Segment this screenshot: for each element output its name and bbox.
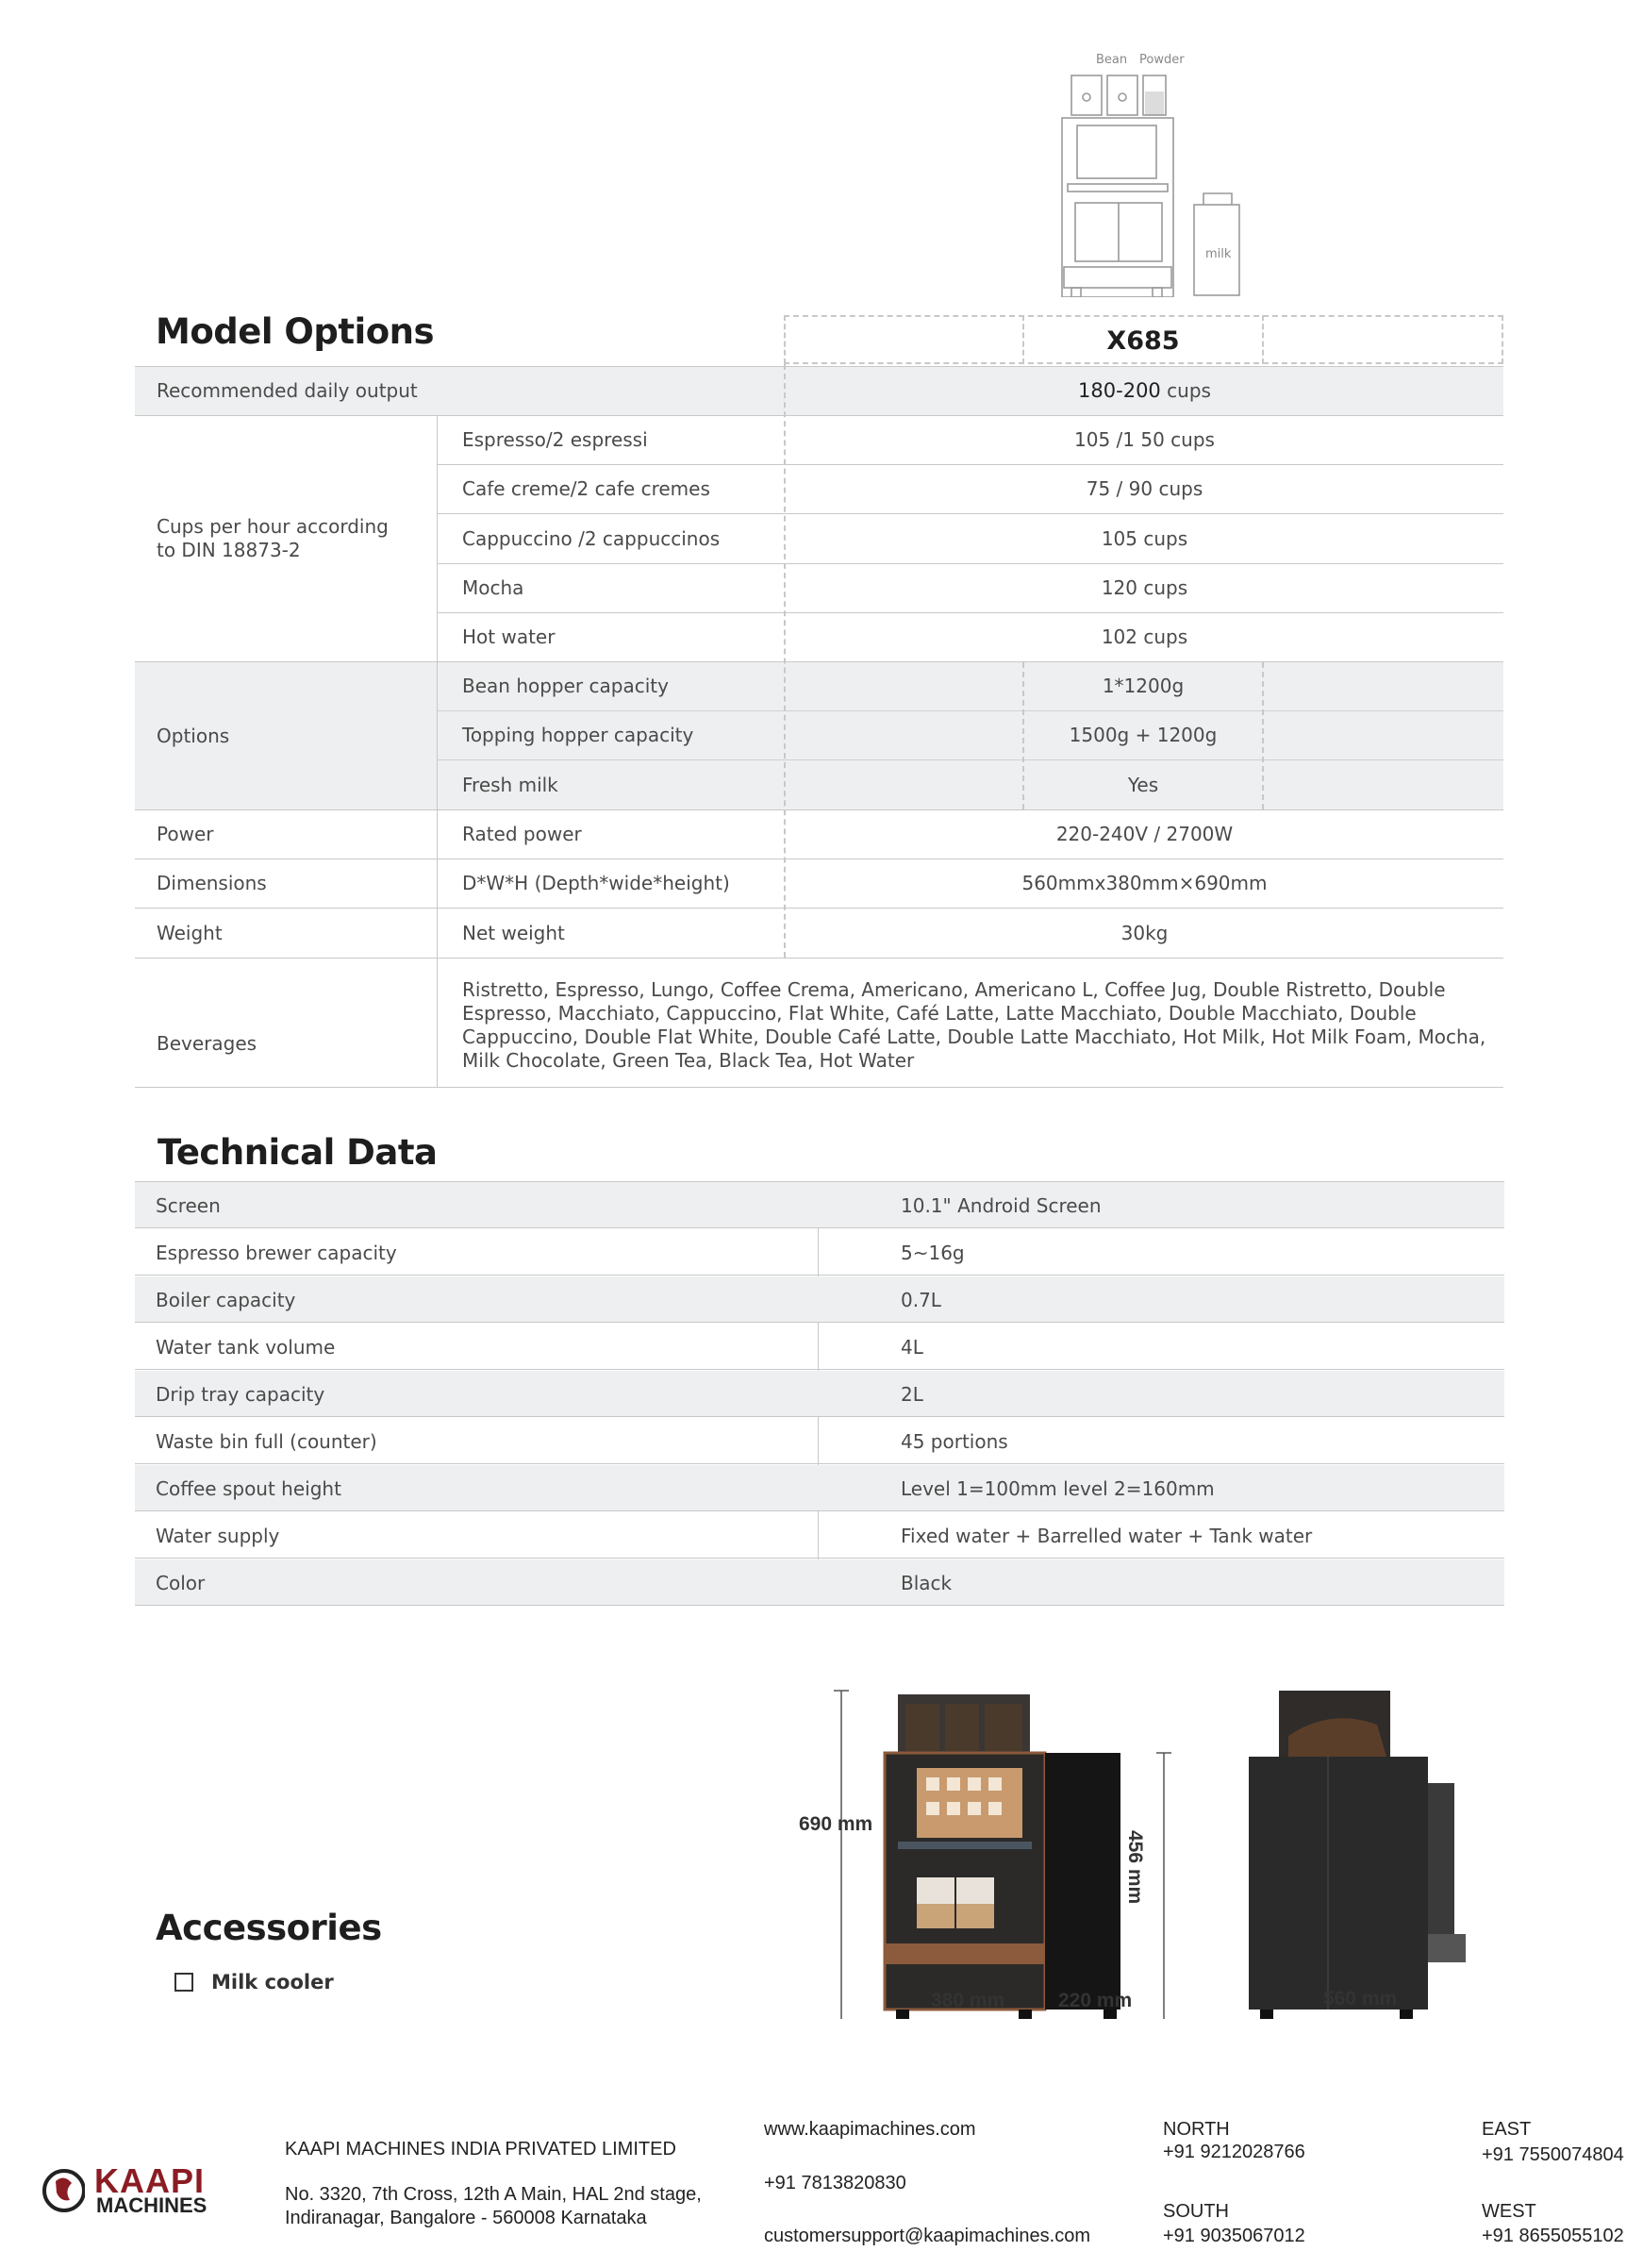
- dimensions-value: 560mmx380mm×690mm: [1021, 872, 1268, 894]
- beverages-line: Espresso, Macchiato, Cappuccino, Flat White, Café Latte, Latte Macchiato, Double Macchiato, Double: [462, 1002, 1417, 1025]
- daily-output-value: [786, 366, 1503, 415]
- beverages-line: Milk Chocolate, Green Tea, Black Tea, Hot Water: [462, 1049, 915, 1072]
- accessories-title: Accessories: [156, 1908, 382, 1948]
- dimensions-item: D*W*H (Depth*wide*height): [462, 872, 730, 894]
- powder-label: Powder: [1139, 53, 1185, 67]
- tech-label: Color: [156, 1571, 206, 1594]
- option-value-topping-hopper: 1500g + 1200g: [1069, 724, 1218, 746]
- tech-row: [135, 1276, 1504, 1323]
- tech-label: Coffee spout height: [156, 1476, 341, 1500]
- tech-value: Fixed water + Barrelled water + Tank water: [901, 1524, 1313, 1547]
- option-value-fresh-milk: Yes: [1127, 773, 1159, 796]
- height-dimension: 690 mm: [799, 1813, 873, 1835]
- tech-label: Espresso brewer capacity: [156, 1241, 397, 1264]
- bean-label: Bean: [1096, 53, 1128, 67]
- fridge-width-dimension: 220 mm: [1058, 1990, 1133, 2011]
- milk-cooler-label: Milk cooler: [211, 1971, 334, 1993]
- option-item-bean-hopper: Bean hopper capacity: [462, 675, 669, 697]
- logo-text-machines: MACHINES: [96, 2193, 207, 2217]
- daily-output-label: Recommended daily output: [157, 379, 418, 402]
- beverages-label: Beverages: [157, 1032, 257, 1055]
- cups-item-cappuccino: Cappuccino /2 cappuccinos: [462, 526, 721, 550]
- tech-label: Drip tray capacity: [156, 1382, 325, 1406]
- technical-data-title: Technical Data: [158, 1132, 438, 1173]
- power-label: Power: [157, 823, 214, 845]
- tech-value: 45 portions: [901, 1429, 1008, 1453]
- beverages-line: Cappuccino, Double Flat White, Double Café Latte, Double Latte Macchiato, Hot Milk, Hot Milk Foam, Mocha,: [462, 1026, 1486, 1048]
- model-name: X685: [1106, 325, 1180, 356]
- tech-label: Screen: [156, 1193, 221, 1217]
- depth-dimension: 560 mm: [1323, 1988, 1398, 2010]
- tech-row: [135, 1324, 1504, 1370]
- tech-row: [135, 1229, 1504, 1276]
- weight-value: 30kg: [1120, 921, 1169, 944]
- address-line-1: No. 3320, 7th Cross, 12th A Main, HAL 2nd stage,: [285, 2184, 702, 2205]
- east-label: EAST: [1482, 2119, 1532, 2140]
- website-link[interactable]: www.kaapimachines.com: [764, 2119, 976, 2140]
- cups-item-mocha: Mocha: [462, 576, 524, 599]
- cups-value-mocha: 120 cups: [1101, 576, 1188, 599]
- cups-value-espresso: 105 /1 50 cups: [1074, 428, 1215, 451]
- weight-label: Weight: [157, 921, 223, 944]
- tech-value: 0.7L: [901, 1288, 941, 1311]
- beverages-list: [462, 978, 1500, 1073]
- tech-value: 5~16g: [901, 1241, 965, 1264]
- daily-output-number: 180-200: [1078, 379, 1161, 402]
- options-row-group: [135, 662, 1503, 809]
- address-line-2: Indiranagar, Bangalore - 560008 Karnataka: [285, 2208, 647, 2228]
- machine-line-diagram: [1047, 52, 1254, 297]
- kaapi-logo-icon: [41, 2164, 85, 2217]
- south-phone[interactable]: +91 9035067012: [1163, 2226, 1305, 2246]
- power-value: 220-240V / 2700W: [1055, 823, 1234, 845]
- tech-row: [135, 1465, 1504, 1511]
- machine-dimension-figure: [830, 1679, 1490, 2019]
- tech-value: Level 1=100mm level 2=160mm: [901, 1476, 1215, 1500]
- west-label: WEST: [1482, 2201, 1536, 2222]
- tech-label: Boiler capacity: [156, 1288, 296, 1311]
- tech-row: [135, 1418, 1504, 1464]
- tech-label: Water tank volume: [156, 1335, 336, 1359]
- option-value-bean-hopper: 1*1200g: [1102, 675, 1185, 697]
- option-item-fresh-milk: Fresh milk: [462, 773, 558, 796]
- power-item: Rated power: [462, 823, 582, 845]
- company-name: KAAPI MACHINES INDIA PRIVATED LIMITED: [285, 2139, 676, 2160]
- north-label: NORTH: [1163, 2119, 1230, 2140]
- cups-value-hot-water: 102 cups: [1101, 625, 1188, 648]
- north-phone[interactable]: +91 9212028766: [1163, 2142, 1305, 2162]
- option-item-topping-hopper: Topping hopper capacity: [462, 724, 694, 746]
- tech-row: [135, 1512, 1504, 1559]
- cups-value-cappuccino: 105 cups: [1101, 526, 1188, 550]
- cups-value-cafe-creme: 75 / 90 cups: [1086, 477, 1203, 500]
- main-width-dimension: 380 mm: [931, 1990, 1005, 2011]
- dimensions-label: Dimensions: [157, 872, 267, 894]
- tech-label: Water supply: [156, 1524, 280, 1547]
- cups-item-espresso: Espresso/2 espressi: [462, 428, 648, 451]
- logo-text-kaapi: KAAPI: [94, 2161, 206, 2200]
- cups-per-hour-label: [157, 415, 389, 661]
- cups-item-hot-water: Hot water: [462, 625, 556, 648]
- tech-row: [135, 1371, 1504, 1417]
- fridge-height-dimension: 456 mm: [1124, 1830, 1146, 1905]
- beverages-line: Ristretto, Espresso, Lungo, Coffee Crema, Americano, Americano L, Coffee Jug, Double Ristretto, Double: [462, 978, 1446, 1001]
- phone-number[interactable]: +91 7813820830: [764, 2173, 906, 2193]
- tech-row: [135, 1182, 1504, 1228]
- weight-item: Net weight: [462, 921, 565, 944]
- daily-output-unit: cups: [1167, 379, 1211, 402]
- cups-item-cafe-creme: Cafe creme/2 cafe cremes: [462, 477, 710, 500]
- south-label: SOUTH: [1163, 2201, 1229, 2222]
- model-options-title: Model Options: [156, 311, 434, 352]
- west-phone[interactable]: +91 8655055102: [1482, 2226, 1624, 2246]
- milk-label: milk: [1205, 247, 1232, 261]
- tech-value: 2L: [901, 1382, 923, 1406]
- milk-cooler-checkbox[interactable]: [174, 1973, 193, 1992]
- east-phone[interactable]: +91 7550074804: [1482, 2144, 1624, 2165]
- tech-label: Waste bin full (counter): [156, 1429, 377, 1453]
- tech-row: [135, 1559, 1504, 1606]
- cups-per-hour-label-line-1: Cups per hour according: [157, 514, 389, 538]
- tech-value: 10.1" Android Screen: [901, 1193, 1102, 1217]
- cups-per-hour-label-line-2: to DIN 18873-2: [157, 538, 301, 561]
- options-label: Options: [157, 724, 230, 747]
- email-link[interactable]: customersupport@kaapimachines.com: [764, 2226, 1091, 2246]
- tech-value: 4L: [901, 1335, 923, 1359]
- tech-value: Black: [901, 1571, 953, 1594]
